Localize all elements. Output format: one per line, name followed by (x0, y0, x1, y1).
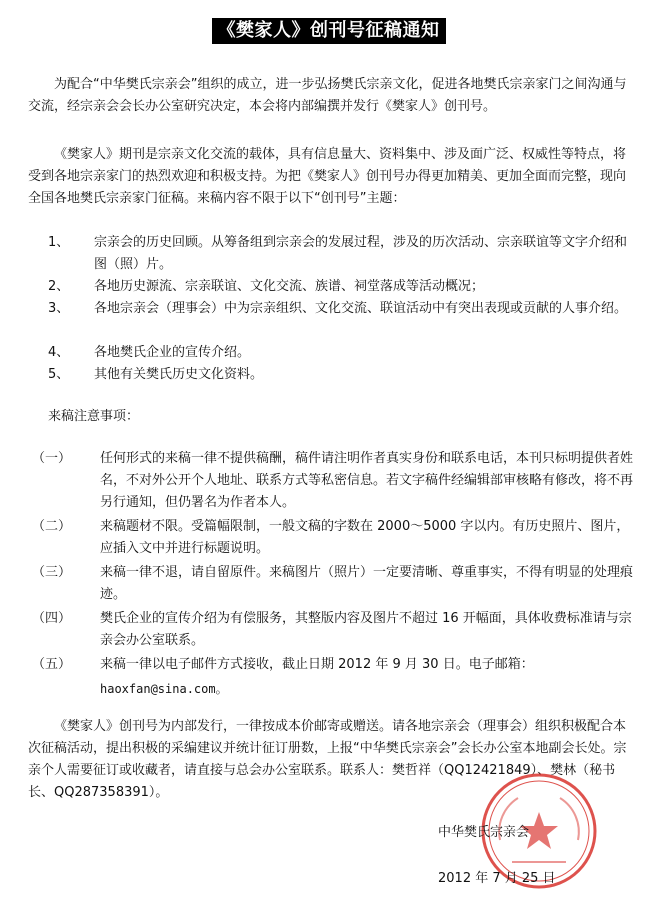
note-item (32, 516, 634, 560)
note-number: （三） (32, 565, 72, 580)
note-item (32, 562, 634, 606)
page-title: 《樊家人》创刊号征稿通知 (212, 18, 446, 44)
topic-number: 5、 (48, 367, 70, 382)
note-number: （四） (32, 611, 72, 626)
topic-text: 宗亲会的历史回顾。从筹备组到宗亲会的发展过程，涉及的历次活动、宗亲联谊等文字介绍和图（照）片。 (94, 235, 628, 272)
note-text: 来稿题材不限。受篇幅限制，一般文稿的字数在 2000～5000 字以内。有历史照片、图片，应插入文中并进行标题说明。 (100, 519, 630, 556)
note-item (32, 608, 634, 652)
note-number: （二） (32, 519, 72, 534)
topic-item (48, 342, 634, 364)
topic-text: 各地历史源流、宗亲联谊、文化交流、族谱、祠堂落成等活动概况； (94, 279, 485, 294)
note-text: 樊氏企业的宣传介绍为有偿服务，其整版内容及图片不超过 16 开幅面，具体收费标准请与宗亲会办公室联系。 (100, 611, 632, 648)
note-item (32, 654, 634, 676)
title-container (0, 18, 657, 44)
topic-item (48, 298, 634, 342)
topic-item (48, 276, 634, 298)
topic-number: 2、 (48, 279, 70, 294)
topic-text: 各地宗亲会（理事会）中为宗亲组织、文化交流、联谊活动中有突出表现或贡献的人事介绍。 (94, 301, 628, 316)
signature-organization: 中华樊氏宗亲会 (438, 825, 530, 840)
note-text: 来稿一律以电子邮件方式接收，截止日期 2012 年 9 月 30 日。电子邮箱： (100, 657, 534, 672)
signature-date: 2012 年 7 月 25 日 (438, 871, 556, 886)
note-text: 任何形式的来稿一律不提供稿酬，稿件请注明作者真实身份和联系电话，本刊只标明提供者姓名，不对外公开个人地址、联系方式等私密信息。若文字稿件经编辑部审核略有修改，将不再另行通知，但仍署名为作者本人。 (100, 451, 634, 510)
topic-text: 各地樊氏企业的宣传介绍。 (94, 345, 251, 360)
topic-number: 1、 (48, 235, 70, 250)
note-number: （一） (32, 451, 72, 466)
topic-item (48, 364, 634, 386)
email-address: haoxfan@sina.com。 (100, 682, 228, 696)
notes-heading: 来稿注意事项： (48, 409, 140, 424)
topic-item (48, 232, 634, 276)
note-text: 来稿一律不退，请自留原件。来稿图片（照片）一定要清晰、尊重事实，不得有明显的处理痕迹。 (100, 565, 634, 602)
distribution-paragraph: 《樊家人》创刊号为内部发行，一律按成本价邮寄或赠送。请各地宗亲会（理事会）组织积极配合本次征稿活动，提出积极的采编建议并统计征订册数，上报“中华樊氏宗亲会”会长办公室本地副会长处。宗亲个人需要征订或收藏者，请直接与总会办公室联系。联系人：樊哲祥（QQ12421849）、樊林（秘书长、QQ287358391）。 (28, 719, 627, 800)
intro-paragraph: 为配合“中华樊氏宗亲会”组织的成立，进一步弘扬樊氏宗亲文化，促进各地樊氏宗亲家门之间沟通与交流，经宗亲会会长办公室研究决定，本会将内部编撰并发行《樊家人》创刊号。 (28, 77, 627, 114)
topic-number: 3、 (48, 301, 70, 316)
note-number: （五） (32, 657, 72, 672)
topic-number: 4、 (48, 345, 70, 360)
description-paragraph: 《樊家人》期刊是宗亲文化交流的载体，具有信息量大、资料集中、涉及面广泛、权威性等特点，将受到各地宗亲家门的热烈欢迎和积极支持。为把《樊家人》创刊号办得更加精美、更加全面而完整，现向全国各地樊氏宗亲家门征稿。来稿内容不限于以下“创刊号”主题： (28, 147, 627, 206)
note-item (32, 448, 634, 514)
topic-text: 其他有关樊氏历史文化资料。 (94, 367, 264, 382)
